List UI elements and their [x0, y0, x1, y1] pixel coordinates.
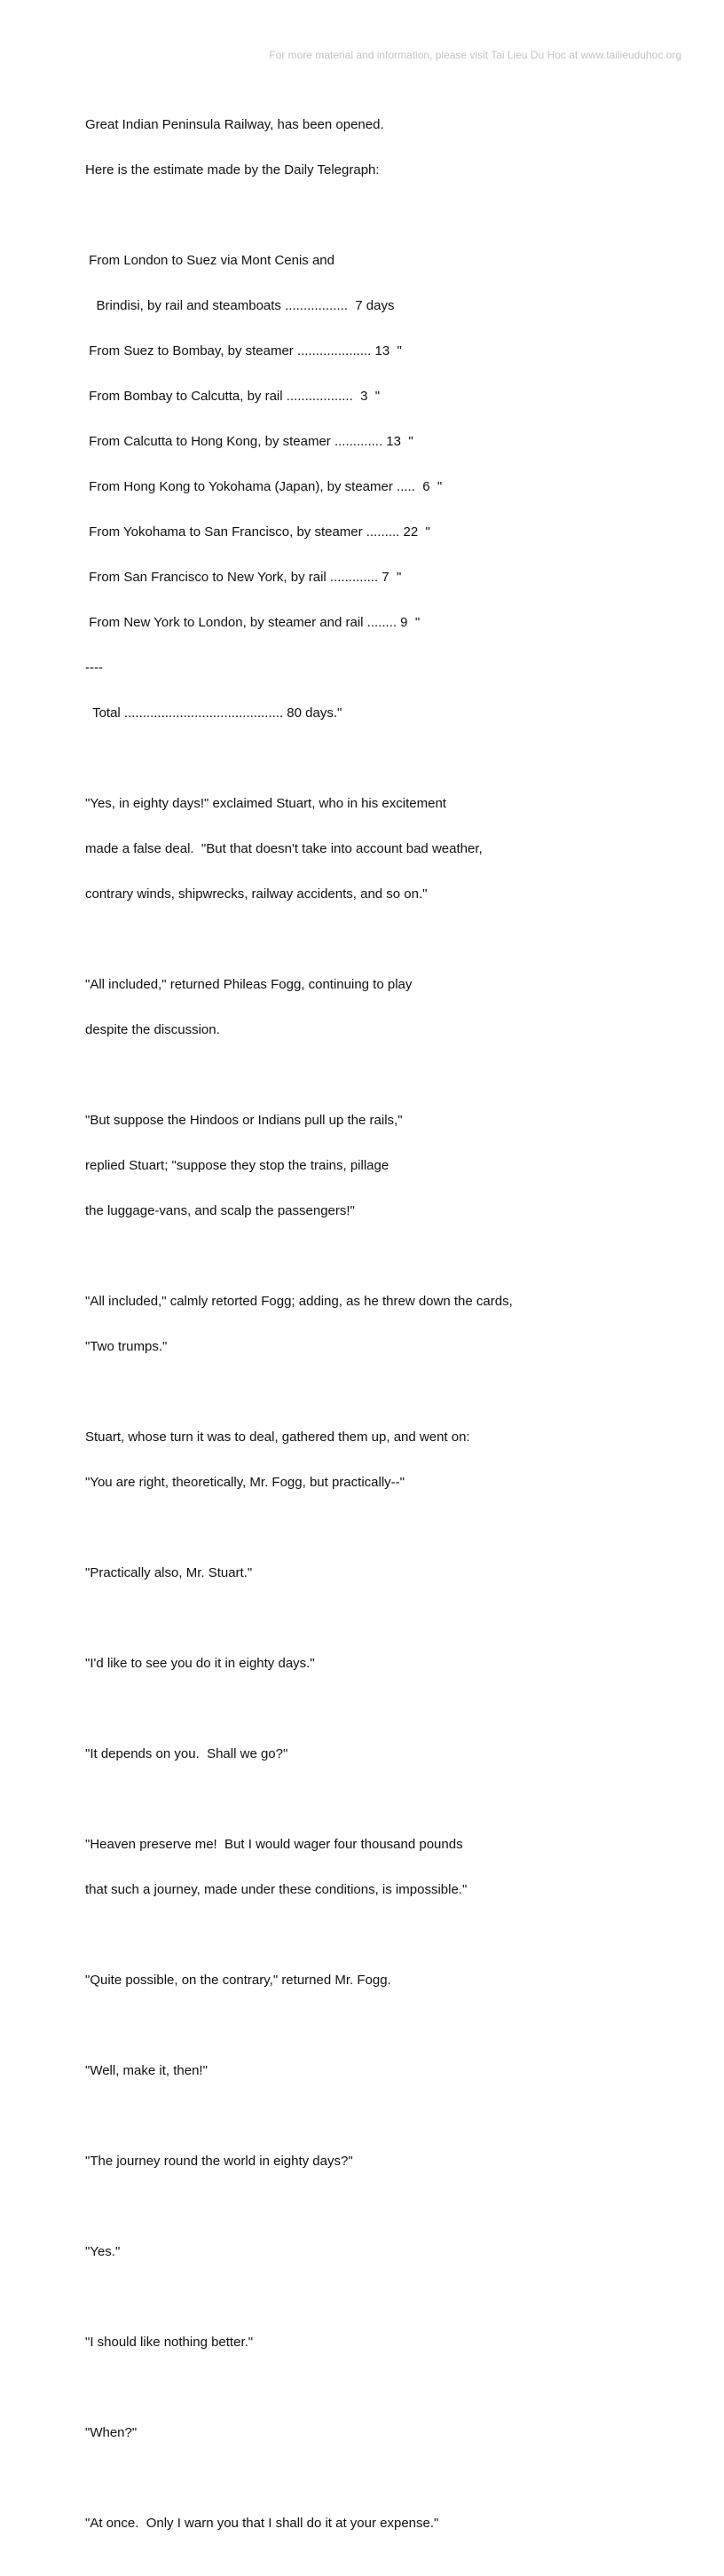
text-line: Great Indian Peninsula Railway, has been opened.	[85, 117, 384, 132]
dialogue-paragraph	[85, 1716, 689, 1792]
dialogue-paragraph	[85, 2214, 689, 2289]
dialogue-paragraph	[85, 2485, 689, 2561]
text-line: "The journey round the world in eighty days?"	[85, 2154, 353, 2169]
dialogue-paragraph	[85, 1264, 689, 1384]
text-line: made a false deal. "But that doesn't take into account bad weather,	[85, 841, 483, 856]
estimate-row: From London to Suez via Mont Cenis and	[85, 253, 334, 268]
text-line: "All included," calmly retorted Fogg; adding, as he threw down the cards,	[85, 1294, 513, 1309]
dialogue-paragraph	[85, 1535, 689, 1611]
dialogue-paragraph	[85, 2395, 689, 2470]
dialogue-paragraph	[85, 1083, 689, 1249]
text-line: contrary winds, shipwrecks, railway accidents, and so on."	[85, 886, 428, 902]
dialogue-paragraph	[85, 1942, 689, 2018]
dialogue-paragraph	[85, 2033, 689, 2108]
text-line: despite the discussion.	[85, 1022, 220, 1037]
intro-paragraph	[85, 87, 689, 208]
estimate-row: From San Francisco to New York, by rail ............. 7 "	[85, 570, 402, 585]
estimate-row: From Yokohama to San Francisco, by steamer ......... 22 "	[85, 524, 430, 540]
dialogue-paragraph	[85, 1807, 689, 1927]
text-line: "I'd like to see you do it in eighty days."	[85, 1656, 315, 1671]
estimate-total: Total ........................................... 80 days."	[85, 705, 342, 721]
document-body	[85, 87, 689, 2576]
estimate-row: From Calcutta to Hong Kong, by steamer ............. 13 "	[85, 434, 413, 449]
dialogue-paragraph	[85, 1626, 689, 1701]
text-line: Stuart, whose turn it was to deal, gathered them up, and went on:	[85, 1430, 470, 1445]
dialogue-paragraph	[85, 2304, 689, 2380]
text-line: "When?"	[85, 2425, 138, 2440]
text-line: "I should like nothing better."	[85, 2335, 254, 2350]
text-line: "Two trumps."	[85, 1339, 168, 1354]
text-line: "All included," returned Phileas Fogg, continuing to play	[85, 977, 413, 992]
text-line: replied Stuart; "suppose they stop the trains, pillage	[85, 1158, 390, 1173]
text-line: "You are right, theoretically, Mr. Fogg, but practically--"	[85, 1475, 405, 1490]
text-line: "Heaven preserve me! But I would wager four thousand pounds	[85, 1837, 463, 1852]
text-line: "It depends on you. Shall we go?"	[85, 1746, 288, 1761]
text-line: "But suppose the Hindoos or Indians pull up the rails,"	[85, 1113, 403, 1128]
text-line: Here is the estimate made by the Daily Telegraph:	[85, 162, 380, 177]
text-line: "Practically also, Mr. Stuart."	[85, 1565, 253, 1580]
dialogue-paragraph	[85, 2123, 689, 2199]
estimate-row: From Bombay to Calcutta, by rail .................. 3 "	[85, 389, 381, 404]
dialogue-paragraph	[85, 947, 689, 1067]
source-watermark-note: For more material and information, please visit Tai Lieu Du Hoc at www.tailieuduhoc.org	[269, 49, 681, 61]
text-line: "Quite possible, on the contrary," returned Mr. Fogg.	[85, 1973, 391, 1988]
dialogue-paragraph	[85, 766, 689, 932]
estimate-separator: ----	[85, 660, 103, 675]
estimate-row: From Suez to Bombay, by steamer .................... 13 "	[85, 343, 402, 358]
estimate-row: From New York to London, by steamer and rail ........ 9 "	[85, 615, 421, 630]
estimate-row: From Hong Kong to Yokohama (Japan), by steamer ..... 6 "	[85, 479, 443, 494]
text-line: "Well, make it, then!"	[85, 2063, 208, 2078]
estimate-row: Brindisi, by rail and steamboats ................. 7 days	[85, 298, 395, 313]
text-line: the luggage-vans, and scalp the passengers!"	[85, 1203, 355, 1218]
dialogue-paragraph	[85, 1399, 689, 1520]
text-line: "At once. Only I warn you that I shall do it at your expense."	[85, 2516, 439, 2531]
journey-estimate-table	[85, 223, 689, 751]
text-line: "Yes, in eighty days!" exclaimed Stuart, who in his excitement	[85, 796, 446, 811]
text-line: that such a journey, made under these conditions, is impossible."	[85, 1882, 468, 1897]
text-line: "Yes."	[85, 2244, 121, 2259]
